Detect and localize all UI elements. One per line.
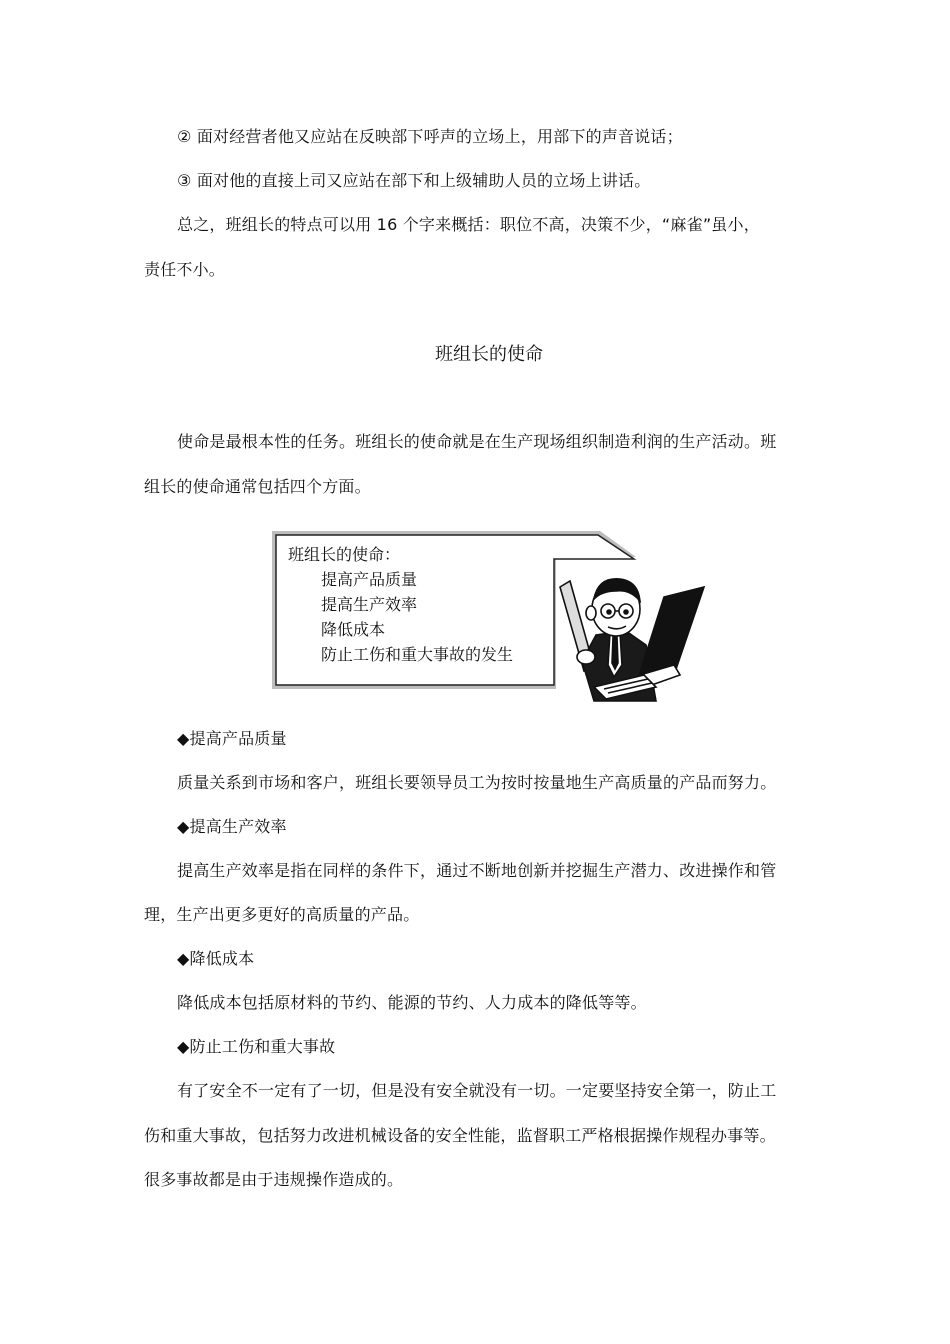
point-text-efficiency-line-2: 理，生产出更多更好的高质量的产品。 xyxy=(144,905,420,924)
point-text-safety-line-2: 伤和重大事故，包括努力改进机械设备的安全性能，监督职工严格根据操作规程办事等。 xyxy=(144,1126,776,1145)
point-heading-efficiency: ◆提高生产效率 xyxy=(177,817,287,836)
figure-item-3: 降低成本 xyxy=(321,620,386,639)
point-text-safety-line-1: 有了安全不一定有了一切，但是没有安全就没有一切。一定要坚持安全第一，防止工 xyxy=(177,1081,777,1100)
intro-item-3: ③ 面对他的直接上司又应站在部下和上级辅助人员的立场上讲话。 xyxy=(177,171,651,190)
point-heading-cost: ◆降低成本 xyxy=(177,949,255,968)
summary-line-1: 总之，班组长的特点可以用 16 个字来概括：职位不高，决策不少，“麻雀”虽小， xyxy=(177,215,760,234)
section-title: 班组长的使命 xyxy=(435,344,543,365)
point-heading-safety: ◆防止工伤和重大事故 xyxy=(177,1037,336,1056)
intro-item-2: ② 面对经营者他又应站在反映部下呼声的立场上，用部下的声音说话； xyxy=(177,127,683,146)
figure-item-2: 提高生产效率 xyxy=(321,595,418,614)
section-paragraph-line-1: 使命是最根本性的任务。班组长的使命就是在生产现场组织制造利润的生产活动。班 xyxy=(177,432,777,451)
section-paragraph-line-2: 组长的使命通常包括四个方面。 xyxy=(144,477,371,496)
cartoon-man-icon xyxy=(560,579,704,701)
figure-heading: 班组长的使命： xyxy=(288,545,401,564)
point-text-efficiency-line-1: 提高生产效率是指在同样的条件下，通过不断地创新并挖掘生产潜力、改进操作和管 xyxy=(177,861,777,880)
point-heading-quality: ◆提高产品质量 xyxy=(177,729,287,748)
summary-line-2: 责任不小。 xyxy=(144,260,226,279)
point-text-safety-line-3: 很多事故都是由于违规操作造成的。 xyxy=(144,1170,404,1189)
figure-item-4: 防止工伤和重大事故的发生 xyxy=(321,645,514,664)
point-text-quality: 质量关系到市场和客户，班组长要领导员工为按时按量地生产高质量的产品而努力。 xyxy=(177,773,777,792)
figure-item-1: 提高产品质量 xyxy=(321,570,418,589)
mission-illustration xyxy=(264,525,724,705)
point-text-cost: 降低成本包括原材料的节约、能源的节约、人力成本的降低等等。 xyxy=(177,993,647,1012)
